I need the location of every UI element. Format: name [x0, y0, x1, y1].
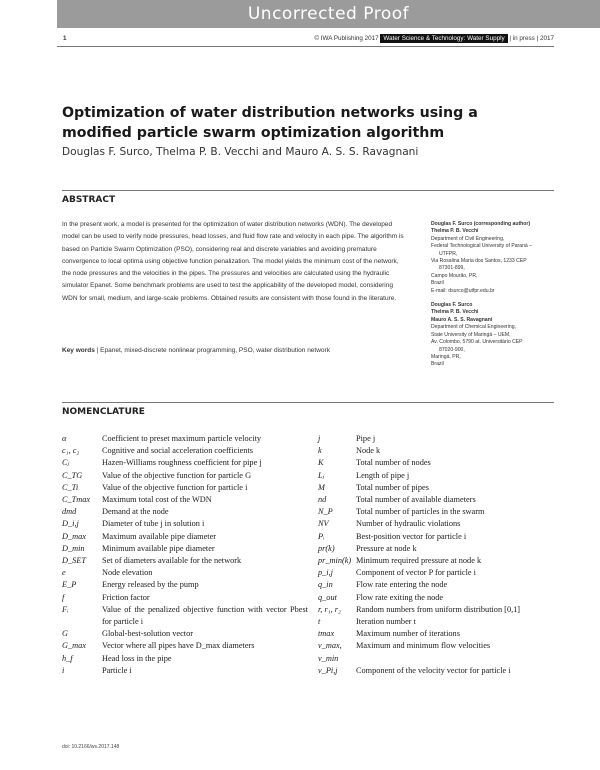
copyright-line: © IWA Publishing 2017 — [314, 35, 379, 42]
nomenclature-description: Set of diameters available for the network — [102, 556, 242, 566]
nomenclature-entry — [318, 555, 558, 567]
keywords — [62, 346, 404, 356]
nomenclature-description: Cognitive and social acceleration coefficients — [102, 446, 253, 456]
nomenclature-symbol: f — [62, 592, 65, 602]
nomenclature-description: Node k — [356, 446, 381, 456]
nomenclature-symbol: E_P — [62, 580, 77, 590]
nomenclature-entry — [318, 482, 558, 494]
separator: | — [536, 35, 539, 42]
nomenclature-symbol: D_SET — [62, 556, 86, 566]
header-rule — [57, 46, 554, 47]
nomenclature-entry — [62, 433, 308, 445]
nomenclature-entry — [62, 604, 308, 628]
nomenclature-symbol: v_Pi,j — [318, 665, 338, 675]
nomenclature-description: Value of the objective function for particle i — [102, 482, 248, 492]
nomenclature-description — [356, 653, 558, 665]
nomenclature-entry — [62, 665, 308, 677]
nomenclature-description: Minimum required pressure at node k — [356, 556, 482, 566]
nomenclature-entry — [318, 445, 558, 457]
affiliation-line: Maringá, PR, — [431, 353, 461, 360]
nomenclature-description: Number of hydraulic violations — [356, 519, 461, 529]
nomenclature-description: Total number of pipes — [356, 482, 429, 492]
nomenclature-entry — [318, 457, 558, 469]
nomenclature-entry — [318, 433, 558, 445]
nomenclature-entry — [318, 653, 558, 665]
nomenclature-symbol: q_out — [318, 592, 337, 602]
affiliation-line: 87020-900, — [439, 346, 465, 353]
nomenclature-symbol: dmd — [62, 507, 77, 517]
affiliation-line: State University of Maringá – UEM, — [431, 331, 511, 338]
nomenclature-symbol: Fᵢ — [62, 604, 69, 614]
doi: doi: 10.2166/ws.2017.148 — [62, 744, 120, 750]
running-header — [57, 32, 554, 46]
abstract-body: In the present work, a model is presented for the optimization of water distribution networks (WDN). The developed model can be used to verify node pressures, head losses, and fluid flow rate and velocity in each pipe. The algorithm is based on Particle Swarm Optimization (PSO), considering real and discrete variables and avoiding premature convergence to local optima using objective function penalization. The model yields the minimum cost of the network, the node pressures and the velocities in the pipes. The pressures and velocities are calculated using the hydraulic simulator Epanet. Some benchmark problems are used to test the applicability of the developed model, considering WDN for small, medium, and large-scale problems. Obtained results are consistent with those found in the literature. — [62, 221, 404, 302]
nomenclature-symbol: j — [318, 434, 321, 443]
keywords-list: | Epanet, mixed-discrete nonlinear programming, PSO, water distribution network — [96, 347, 330, 354]
affiliation-line: UTFPR, — [439, 250, 458, 257]
nomenclature-description: Pressure at node k — [356, 543, 417, 553]
journal-info — [314, 32, 554, 46]
nomenclature-entry — [62, 470, 308, 482]
nomenclature-entry — [318, 470, 558, 482]
nomenclature-description: Energy released by the pump — [102, 580, 199, 590]
affiliation-line: Brazil — [431, 280, 444, 287]
nomenclature-description: Vector where all pipes have D_max diameters — [102, 641, 255, 651]
nomenclature-entry — [318, 506, 558, 518]
nomenclature-entry — [62, 531, 308, 543]
nomenclature-description: Iteration number t — [356, 617, 416, 627]
nomenclature-entry — [318, 567, 558, 579]
nomenclature-symbol: q_in — [318, 580, 333, 590]
affiliation-line: Thelma P. B. Vecchi — [431, 228, 479, 235]
affiliation-block-uem — [431, 302, 561, 369]
affiliation-line: Av. Colombo, 5790 at. Universitário CEP — [431, 339, 523, 346]
affiliation-line: Douglas F. Surco (corresponding author) — [431, 221, 531, 227]
nomenclature-description: Length of pipe j — [356, 470, 410, 480]
nomenclature-description: Maximum number of iterations — [356, 629, 460, 639]
nomenclature-symbol: G_max — [62, 641, 86, 651]
nomenclature-symbol: K — [318, 458, 324, 468]
nomenclature-symbol: α — [62, 434, 67, 443]
affiliation-line: Federal Technological University of Paraná – — [431, 243, 532, 250]
nomenclature-description: Best-position vector for particle i — [356, 531, 467, 541]
nomenclature-description: Maximum total cost of the WDN — [102, 495, 212, 505]
journal-name: Water Science & Technology: Water Supply — [380, 34, 507, 43]
nomenclature-symbol: pr(k) — [318, 543, 335, 553]
nomenclature-symbol: Pᵢ — [318, 531, 325, 541]
affiliation-line: Via Rosalina Maria dos Santos, 1233 CEP — [431, 258, 527, 265]
nomenclature-entry — [62, 567, 308, 579]
nomenclature-symbol: e — [62, 568, 66, 578]
nomenclature-left-column — [62, 433, 308, 677]
affiliation-line: Department of Civil Engineering, — [431, 235, 505, 242]
nomenclature-symbol: v_min — [318, 653, 339, 663]
nomenclature-symbol: D_min — [62, 543, 85, 553]
nomenclature-description: Component of the velocity vector for particle i — [356, 665, 511, 675]
nomenclature-description: Minimum available pipe diameter — [102, 543, 215, 553]
nomenclature-description: Flow rate exiting the node — [356, 592, 444, 602]
nomenclature-symbol: tmax — [318, 629, 335, 639]
nomenclature-entry — [62, 457, 308, 469]
nomenclature-symbol: N_P — [318, 507, 333, 517]
nomenclature-entry — [62, 482, 308, 494]
affiliation-line: 87301-899, — [439, 265, 465, 272]
nomenclature-description: Value of the objective function for particle G — [102, 470, 252, 480]
nomenclature-symbol: NV — [318, 519, 329, 529]
nomenclature-description: Value of the penalized objective function with vector Pbest for particle i — [102, 604, 308, 627]
nomenclature-symbol: v_max, — [318, 641, 342, 651]
nomenclature-symbol: i — [62, 665, 65, 675]
nomenclature-entry — [62, 543, 308, 555]
affiliation-line: Thelma P. B. Vecchi — [431, 309, 479, 316]
nomenclature-entry — [318, 640, 558, 652]
paper-title: Optimization of water distribution networks using a modified particle swarm optimization algorithm — [62, 105, 478, 141]
nomenclature-entry — [318, 543, 558, 555]
nomenclature-symbol: D_max — [62, 531, 86, 541]
page-number: 1 — [63, 35, 67, 42]
nomenclature-description: Total number of particles in the swarm — [356, 507, 485, 517]
affiliation-block-utfpr — [431, 221, 561, 295]
nomenclature-description: Friction factor — [102, 592, 150, 602]
publication-status: in press — [512, 35, 535, 42]
nomenclature-symbol: c₁, c₂ — [62, 446, 80, 456]
author-affiliations — [431, 221, 561, 376]
nomenclature-description: Component of vector P for particle i — [356, 568, 476, 578]
nomenclature-symbol: C_Ti — [62, 482, 79, 492]
nomenclature-description: Coefficient to preset maximum particle velocity — [102, 434, 262, 443]
nomenclature-description: Diameter of tube j in solution i — [102, 519, 205, 529]
nomenclature-description: Hazen-Williams roughness coefficient for pipe j — [102, 458, 262, 468]
affiliation-line: E-mail: dsurco@utfpr.edu.br — [431, 287, 495, 294]
nomenclature-entry — [318, 494, 558, 506]
nomenclature-entry — [318, 628, 558, 640]
separator: | — [509, 35, 512, 42]
nomenclature-description: Head loss in the pipe — [102, 653, 172, 663]
nomenclature-description: Total number of nodes — [356, 458, 431, 468]
nomenclature-description: Maximum available pipe diameter — [102, 531, 217, 541]
publication-year: 2017 — [539, 35, 554, 42]
nomenclature-symbol: Cⱼ — [62, 458, 69, 468]
nomenclature-description: Maximum and minimum flow velocities — [356, 641, 491, 651]
nomenclature-right-column — [318, 433, 558, 677]
nomenclature-entry — [318, 531, 558, 543]
affiliation-line: Campo Mourão, PR, — [431, 272, 478, 279]
nomenclature-description: Global-best-solution vector — [102, 629, 194, 639]
nomenclature-entry — [62, 518, 308, 530]
nomenclature-entry — [318, 604, 558, 616]
nomenclature-description: Node elevation — [102, 568, 153, 578]
nomenclature-symbol: h_f — [62, 653, 73, 663]
affiliation-line: Douglas F. Surco — [431, 302, 473, 309]
nomenclature-symbol: C_TG — [62, 470, 83, 480]
nomenclature-symbol: pr_min(k) — [318, 556, 352, 566]
nomenclature-symbol: C_Tmax — [62, 495, 91, 505]
nomenclature-entry — [62, 445, 308, 457]
nomenclature-description: Total number of available diameters — [356, 495, 476, 505]
nomenclature-entry — [318, 665, 558, 677]
nomenclature-symbol: p_i,j — [318, 568, 333, 578]
uncorrected-proof-banner: Uncorrected Proof — [57, 0, 600, 28]
nomenclature-entry — [62, 579, 308, 591]
nomenclature-symbol: nd — [318, 495, 327, 505]
nomenclature-symbol: r, r₁, r₂ — [318, 604, 341, 614]
nomenclature-entry — [62, 653, 308, 665]
nomenclature-symbol: k — [318, 446, 322, 456]
abstract-rule — [62, 190, 554, 191]
author-list: Douglas F. Surco, Thelma P. B. Vecchi and Mauro A. S. S. Ravagnani — [62, 146, 419, 158]
nomenclature-entry — [62, 592, 308, 604]
nomenclature-rule — [62, 402, 554, 403]
nomenclature-heading: NOMENCLATURE — [62, 407, 145, 417]
abstract-heading: ABSTRACT — [62, 195, 116, 205]
nomenclature-description: Flow rate entering the node — [356, 580, 448, 590]
nomenclature-symbol: D_i,j — [62, 519, 79, 529]
nomenclature-symbol: M — [318, 482, 325, 492]
nomenclature-entry — [62, 640, 308, 652]
nomenclature-description: Pipe j — [356, 434, 376, 443]
nomenclature-entry — [62, 555, 308, 567]
nomenclature-symbol: Lⱼ — [318, 470, 325, 480]
nomenclature-entry — [318, 518, 558, 530]
nomenclature-entry — [318, 616, 558, 628]
affiliation-line: Mauro A. S. S. Ravagnani — [431, 316, 493, 323]
affiliation-line: Brazil — [431, 361, 444, 368]
affiliation-line: Department of Chemical Engineering, — [431, 324, 516, 331]
nomenclature-description: Particle i — [102, 665, 132, 675]
nomenclature-symbol: t — [318, 617, 321, 627]
nomenclature-description: Random numbers from uniform distribution [0,1] — [356, 604, 521, 614]
nomenclature-entry — [62, 494, 308, 506]
nomenclature-entry — [62, 506, 308, 518]
nomenclature-entry — [62, 628, 308, 640]
nomenclature-entry — [318, 579, 558, 591]
nomenclature-symbol: G — [62, 629, 68, 639]
keywords-label: Key words — [62, 347, 95, 354]
nomenclature-entry — [318, 592, 558, 604]
nomenclature-description: Demand at the node — [102, 507, 169, 517]
